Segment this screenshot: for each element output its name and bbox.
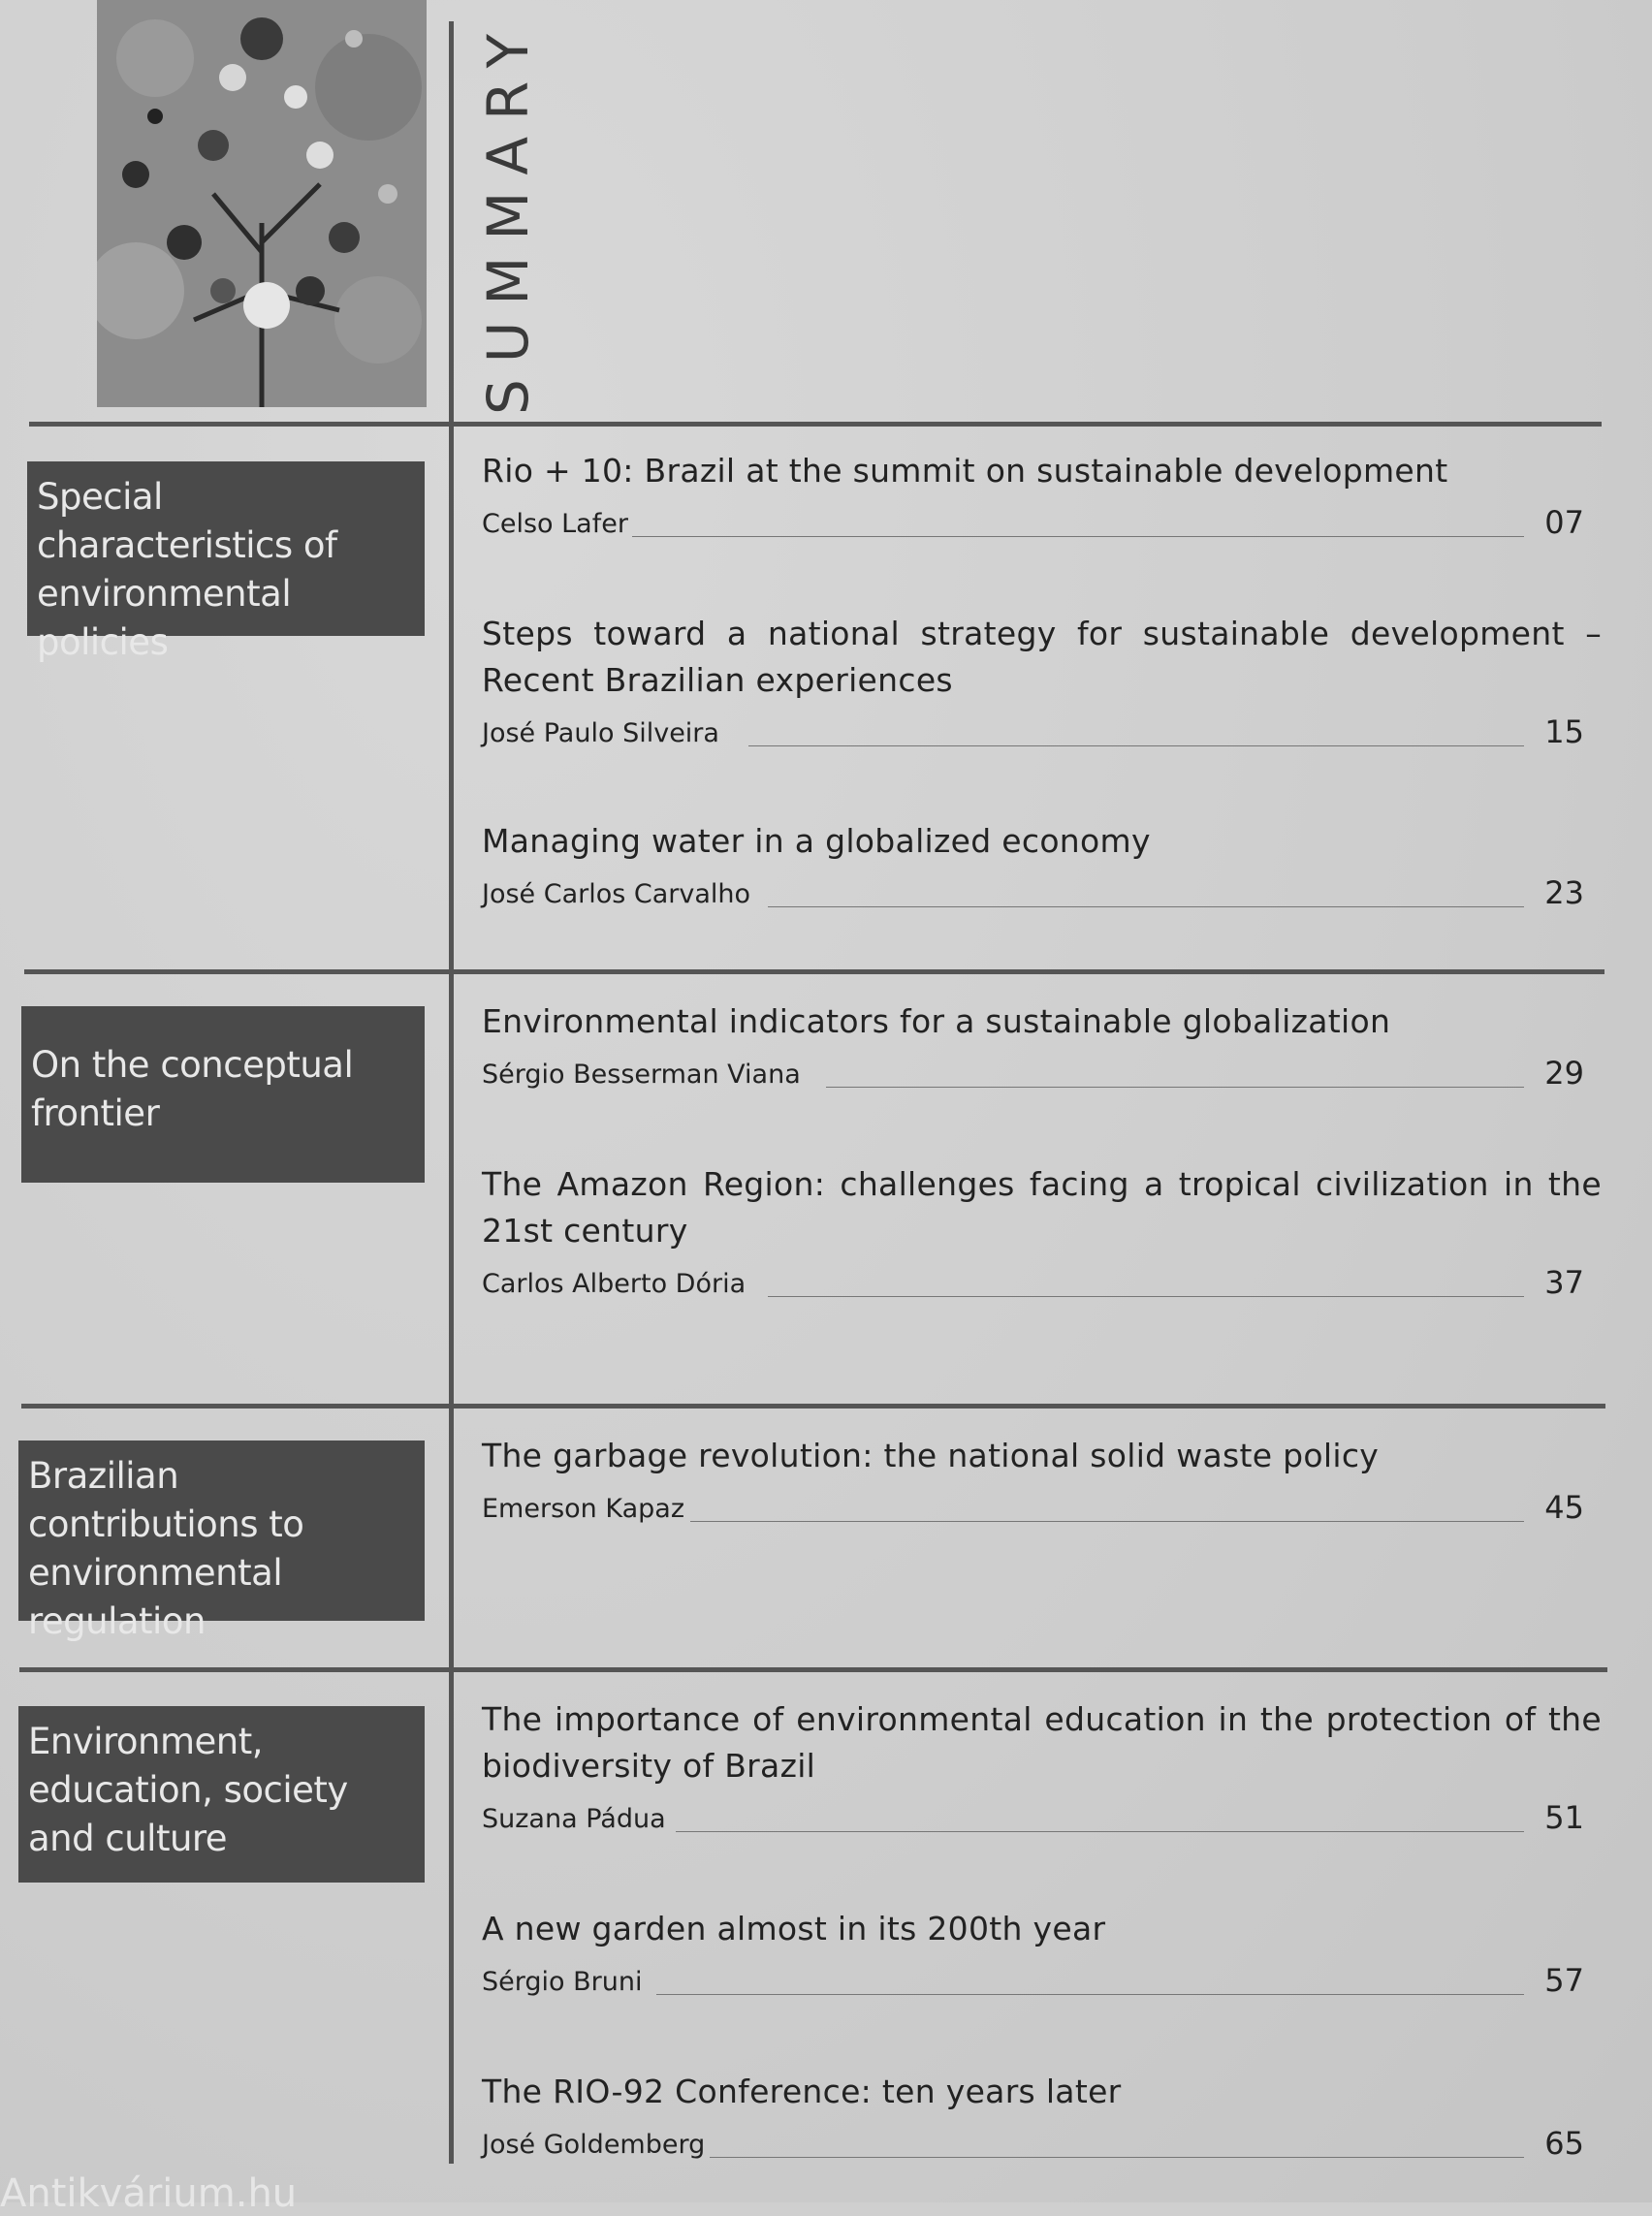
entry-title: A new garden almost in its 200th year bbox=[482, 1910, 1106, 1947]
dotted-leader bbox=[710, 2157, 1524, 2158]
toc-entry[interactable] bbox=[482, 998, 1602, 1095]
toc-entry[interactable] bbox=[482, 1433, 1602, 1530]
entry-page-number: 51 bbox=[1544, 1799, 1584, 1836]
entry-title: Rio + 10: Brazil at the summit on sustainable development bbox=[482, 452, 1448, 490]
entry-page-number: 29 bbox=[1544, 1055, 1584, 1092]
dotted-leader bbox=[676, 1831, 1524, 1832]
entry-page-number: 57 bbox=[1544, 1962, 1584, 1999]
divider-top bbox=[29, 422, 1602, 427]
dotted-leader bbox=[690, 1521, 1524, 1522]
toc-entry[interactable] bbox=[482, 2069, 1602, 2166]
entry-title: Managing water in a globalized economy bbox=[482, 822, 1151, 860]
section-label-special-characteristics: Special characteristics of environmental policies bbox=[27, 461, 425, 636]
summary-title: SUMMARY bbox=[475, 16, 541, 415]
entry-page-number: 15 bbox=[1544, 713, 1584, 750]
dotted-leader bbox=[656, 1994, 1524, 1995]
entry-title: Steps toward a national strategy for sustainable development – Recent Brazilian experiences bbox=[482, 615, 1602, 699]
entry-author: Carlos Alberto Dória bbox=[482, 1269, 747, 1299]
entry-author: Emerson Kapaz bbox=[482, 1494, 684, 1524]
dotted-leader bbox=[748, 745, 1524, 746]
entry-author: Suzana Pádua bbox=[482, 1804, 666, 1834]
watermark: Antikvárium.hu bbox=[0, 2171, 298, 2216]
entry-title: Environmental indicators for a sustainable globalization bbox=[482, 1002, 1391, 1040]
entry-author: José Carlos Carvalho bbox=[482, 879, 751, 909]
entry-page-number: 65 bbox=[1544, 2125, 1584, 2162]
entry-title: The Amazon Region: challenges facing a tropical civilization in the 21st century bbox=[482, 1165, 1602, 1250]
entry-author: Sérgio Besserman Viana bbox=[482, 1060, 801, 1090]
entry-title: The importance of environmental education in the protection of the biodiversity of Brazil bbox=[482, 1700, 1602, 1785]
divider-section-2 bbox=[21, 1404, 1605, 1409]
toc-entry[interactable] bbox=[482, 1906, 1602, 2003]
dotted-leader bbox=[768, 1296, 1524, 1297]
section-label-conceptual-frontier: On the conceptual frontier bbox=[21, 1006, 425, 1183]
section-label-brazilian-contributions: Brazilian contributions to environmental regulation bbox=[18, 1440, 425, 1621]
entry-page-number: 07 bbox=[1544, 504, 1584, 541]
dotted-leader bbox=[768, 906, 1524, 907]
cover-illustration bbox=[97, 0, 427, 407]
toc-entry[interactable] bbox=[482, 448, 1602, 545]
entry-title: The garbage revolution: the national solid waste policy bbox=[482, 1437, 1380, 1474]
entry-page-number: 45 bbox=[1544, 1489, 1584, 1526]
entry-page-number: 37 bbox=[1544, 1264, 1584, 1301]
entry-title: The RIO-92 Conference: ten years later bbox=[482, 2073, 1122, 2110]
page-title bbox=[475, 16, 541, 415]
entry-page-number: 23 bbox=[1544, 874, 1584, 911]
toc-entry[interactable] bbox=[482, 818, 1602, 915]
dotted-leader bbox=[826, 1087, 1524, 1088]
toc-entry[interactable] bbox=[482, 1696, 1602, 1840]
entry-author: José Paulo Silveira bbox=[482, 718, 719, 748]
dotted-leader bbox=[632, 536, 1524, 537]
section-label-environment-education: Environment, education, society and culture bbox=[18, 1706, 425, 1883]
entry-author: Celso Lafer bbox=[482, 509, 628, 539]
vertical-rule bbox=[449, 21, 454, 2164]
divider-section-1 bbox=[24, 969, 1604, 974]
toc-entry[interactable] bbox=[482, 1161, 1602, 1305]
toc-entry[interactable] bbox=[482, 611, 1602, 754]
divider-section-3 bbox=[19, 1667, 1607, 1672]
entry-author: José Goldemberg bbox=[482, 2130, 706, 2160]
entry-author: Sérgio Bruni bbox=[482, 1967, 643, 1997]
